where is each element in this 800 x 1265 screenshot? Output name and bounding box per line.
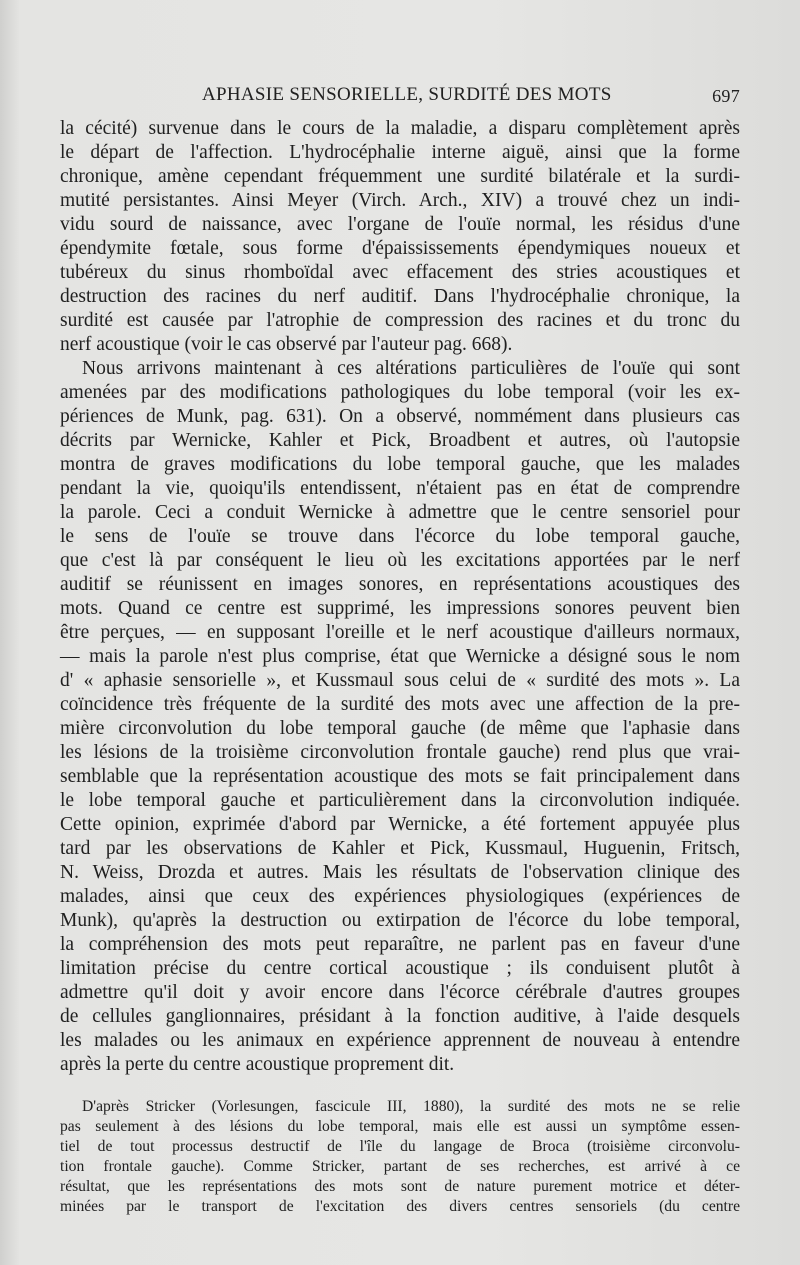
body-line: amenées par des modifications pathologiques du lobe temporal (voir les ex- [60,382,740,403]
body-line: épendymite fœtale, sous forme d'épaississements épendymiques noueux et [60,238,740,259]
body-line: tard par les observations de Kahler et Pick, Kussmaul, Huguenin, Fritsch, [60,838,740,859]
body-line: auditif se réunissent en images sonores, en représentations acoustiques des [60,574,740,595]
body-line: limitation précise du centre cortical acoustique ; ils conduisent plutôt à [60,958,740,979]
body-line: mière circonvolution du lobe temporal gauche (de même que l'aphasie dans [60,718,740,739]
body-line: mots. Quand ce centre est supprimé, les impressions sonores peuvent bien [60,598,740,619]
body-line: le lobe temporal gauche et particulièrement dans la circonvolution indiquée. [60,790,740,811]
body-line: vidu sourd de naissance, avec l'organe de l'ouïe normal, les résidus d'une [60,214,740,235]
body-line: les lésions de la troisième circonvolution frontale gauche) rend plus que vrai- [60,742,740,763]
body-line: être perçues, — en supposant l'oreille et le nerf acoustique d'ailleurs normaux, [60,622,740,643]
body-line: Nous arrivons maintenant à ces altérations particulières de l'ouïe qui sont [82,358,740,379]
body-line: coïncidence très fréquente de la surdité des mots avec une affection de la pre- [60,694,740,715]
body-line: tubéreux du sinus rhomboïdal avec effacement des stries acoustiques et [60,262,740,283]
body-line: la compréhension des mots peut reparaître, ne parlent pas en faveur d'une [60,934,740,955]
body-line: pendant la vie, quoiqu'ils entendissent, n'étaient pas en état de comprendre [60,478,740,499]
footnote-line: tiel de tout processus destructif de l'île du langage de Broca (troisième circonvolu- [60,1138,740,1155]
footnote-line: pas seulement à des lésions du lobe temporal, mais elle est aussi un symptôme essen- [60,1118,740,1135]
body-line: surdité est causée par l'atrophie de compression des racines et du tronc du [60,310,740,331]
footnote-line: minées par le transport de l'excitation des divers centres sensoriels (du centre [60,1198,740,1215]
body-line: malades, ainsi que ceux des expériences physiologiques (expériences de [60,886,740,907]
running-head [60,84,740,108]
page-number: 697 [712,86,740,106]
body-line: de cellules ganglionnaires, présidant à la fonction auditive, à l'aide desquels [60,1006,740,1027]
body-line: semblable que la représentation acoustique des mots se fait principalement dans [60,766,740,787]
running-title: APHASIE SENSORIELLE, SURDITÉ DES MOTS [202,84,612,105]
footnote-line: tion frontale gauche). Comme Stricker, partant de ses recherches, est arrivé à ce [60,1158,740,1175]
body-line: nerf acoustique (voir le cas observé par l'auteur pag. 668). [60,334,513,355]
footnote-line: D'après Stricker (Vorlesungen, fascicule III, 1880), la surdité des mots ne se relie [82,1098,740,1115]
body-line: — mais la parole n'est plus comprise, état que Wernicke a désigné sous le nom [60,646,740,667]
body-line: chronique, amène cependant fréquemment une surdité bilatérale et la surdi- [60,166,740,187]
body-line: destruction des racines du nerf auditif. Dans l'hydrocéphalie chronique, la [60,286,740,307]
body-line: Cette opinion, exprimée d'abord par Wernicke, a été fortement appuyée plus [60,814,740,835]
body-line: décrits par Wernicke, Kahler et Pick, Broadbent et autres, où l'autopsie [60,430,740,451]
body-line: les malades ou les animaux en expérience apprennent de nouveau à entendre [60,1030,740,1051]
body-line: après la perte du centre acoustique proprement dit. [60,1054,455,1075]
body-line: la parole. Ceci a conduit Wernicke à admettre que le centre sensoriel pour [60,502,740,523]
footnote [60,1097,740,1217]
body-line: admettre qu'il doit y avoir encore dans l'écorce cérébrale d'autres groupes [60,982,740,1003]
body-line: mutité persistantes. Ainsi Meyer (Virch. Arch., XIV) a trouvé chez un indi- [60,190,740,211]
body-line: d' « aphasie sensorielle », et Kussmaul sous celui de « surdité des mots ». La [60,670,740,691]
body-line: la cécité) survenue dans le cours de la maladie, a disparu complètement après [60,118,740,139]
footnote-line: résultat, que les représentations des mots sont de nature purement motrice et déter- [60,1178,740,1195]
body-line: montra de graves modifications du lobe temporal gauche, que les malades [60,454,740,475]
body-line: Munk), qu'après la destruction ou extirpation de l'écorce du lobe temporal, [60,910,740,931]
body-line: périences de Munk, pag. 631). On a observé, nommément dans plusieurs cas [60,406,740,427]
body-line: que c'est là par conséquent le lieu où les excitations apportées par le nerf [60,550,740,571]
body-text [60,117,740,1077]
body-line: N. Weiss, Drozda et autres. Mais les résultats de l'observation clinique des [60,862,740,883]
body-line: le départ de l'affection. L'hydrocéphalie interne aiguë, ainsi que la forme [60,142,740,163]
body-line: le sens de l'ouïe se trouve dans l'écorce du lobe temporal gauche, [60,526,740,547]
